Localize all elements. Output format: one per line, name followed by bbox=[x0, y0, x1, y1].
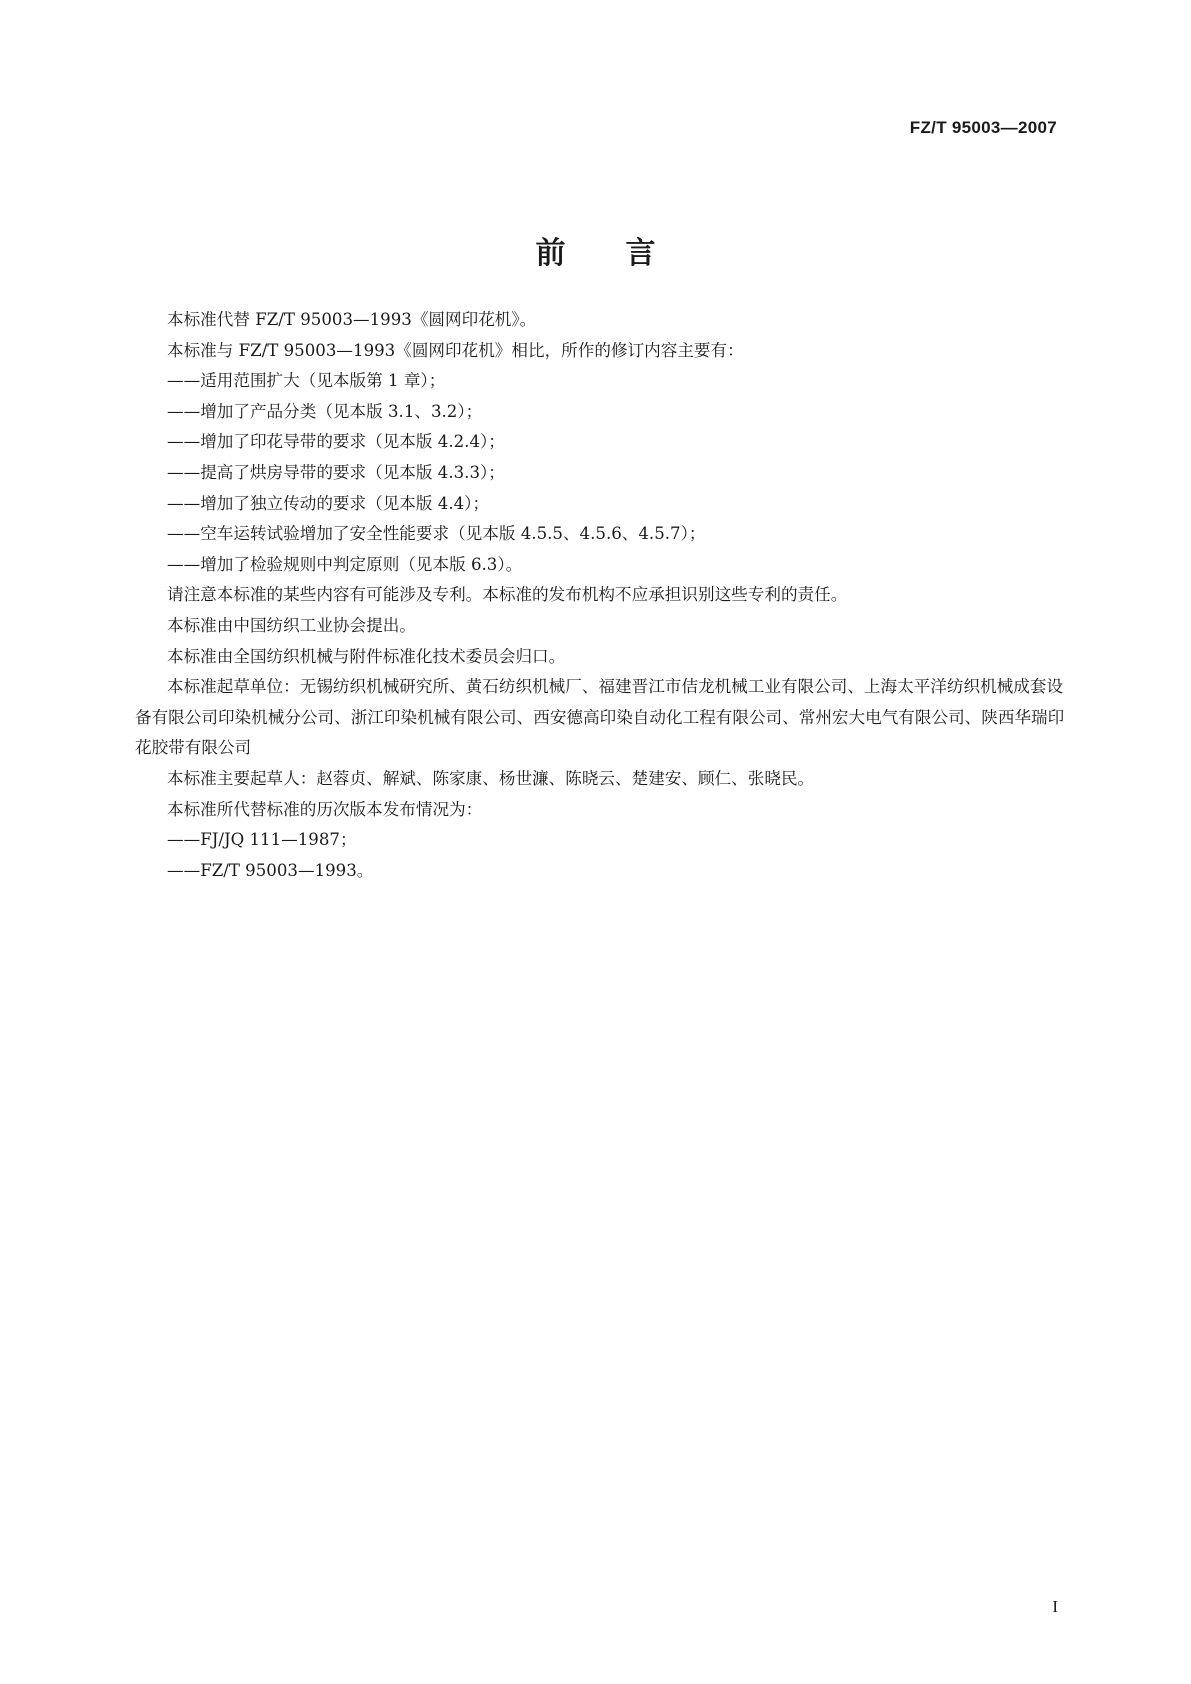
paragraph: 请注意本标准的某些内容有可能涉及专利。本标准的发布机构不应承担识别这些专利的责任。 bbox=[167, 585, 848, 605]
paragraph: 本标准主要起草人：赵蓉贞、解斌、陈家康、杨世濂、陈晓云、楚建安、顾仁、张晓民。 bbox=[167, 768, 815, 788]
list-item: ——增加了印花导带的要求（见本版 4.2.4）； bbox=[167, 432, 505, 452]
list-item: ——适用范围扩大（见本版第 1 章）； bbox=[167, 371, 446, 391]
page-title: 前言 bbox=[535, 236, 716, 271]
list-item: ——增加了产品分类（见本版 3.1、3.2）； bbox=[167, 401, 483, 421]
page-number: I bbox=[1052, 1597, 1058, 1616]
paragraph: 本标准所代替标准的历次版本发布情况为： bbox=[167, 799, 483, 819]
standard-code: FZ/T 95003—2007 bbox=[909, 118, 1057, 137]
list-item: ——FZ/T 95003—1993。 bbox=[167, 860, 374, 880]
list-item: ——FJ/JQ 111—1987； bbox=[167, 830, 357, 850]
paragraph: 本标准由全国纺织机械与附件标准化技术委员会归口。 bbox=[167, 646, 566, 666]
paragraph: 本标准与 FZ/T 95003—1993《圆网印花机》相比，所作的修订内容主要有： bbox=[167, 340, 744, 360]
list-item: ——增加了检验规则中判定原则（见本版 6.3）。 bbox=[167, 554, 523, 574]
list-item: ——空车运转试验增加了安全性能要求（见本版 4.5.5、4.5.6、4.5.7）； bbox=[167, 524, 706, 544]
foreword-body bbox=[135, 305, 1067, 886]
paragraph: 本标准由中国纺织工业协会提出。 bbox=[167, 615, 416, 635]
paragraph: 本标准代替 FZ/T 95003—1993《圆网印花机》。 bbox=[167, 310, 537, 329]
paragraph: 本标准起草单位：无锡纺织机械研究所、黄石纺织机械厂、福建晋江市佶龙机械工业有限公司、上海太平洋纺织机械成套设备有限公司印染机械分公司、浙江印染机械有限公司、西安德高印染自动化工程有限公司、常州宏大电气有限公司、陕西华瑞印花胶带有限公司 bbox=[135, 677, 1065, 758]
list-item: ——增加了独立传动的要求（见本版 4.4）； bbox=[167, 493, 490, 513]
list-item: ——提高了烘房导带的要求（见本版 4.3.3）； bbox=[167, 462, 505, 482]
